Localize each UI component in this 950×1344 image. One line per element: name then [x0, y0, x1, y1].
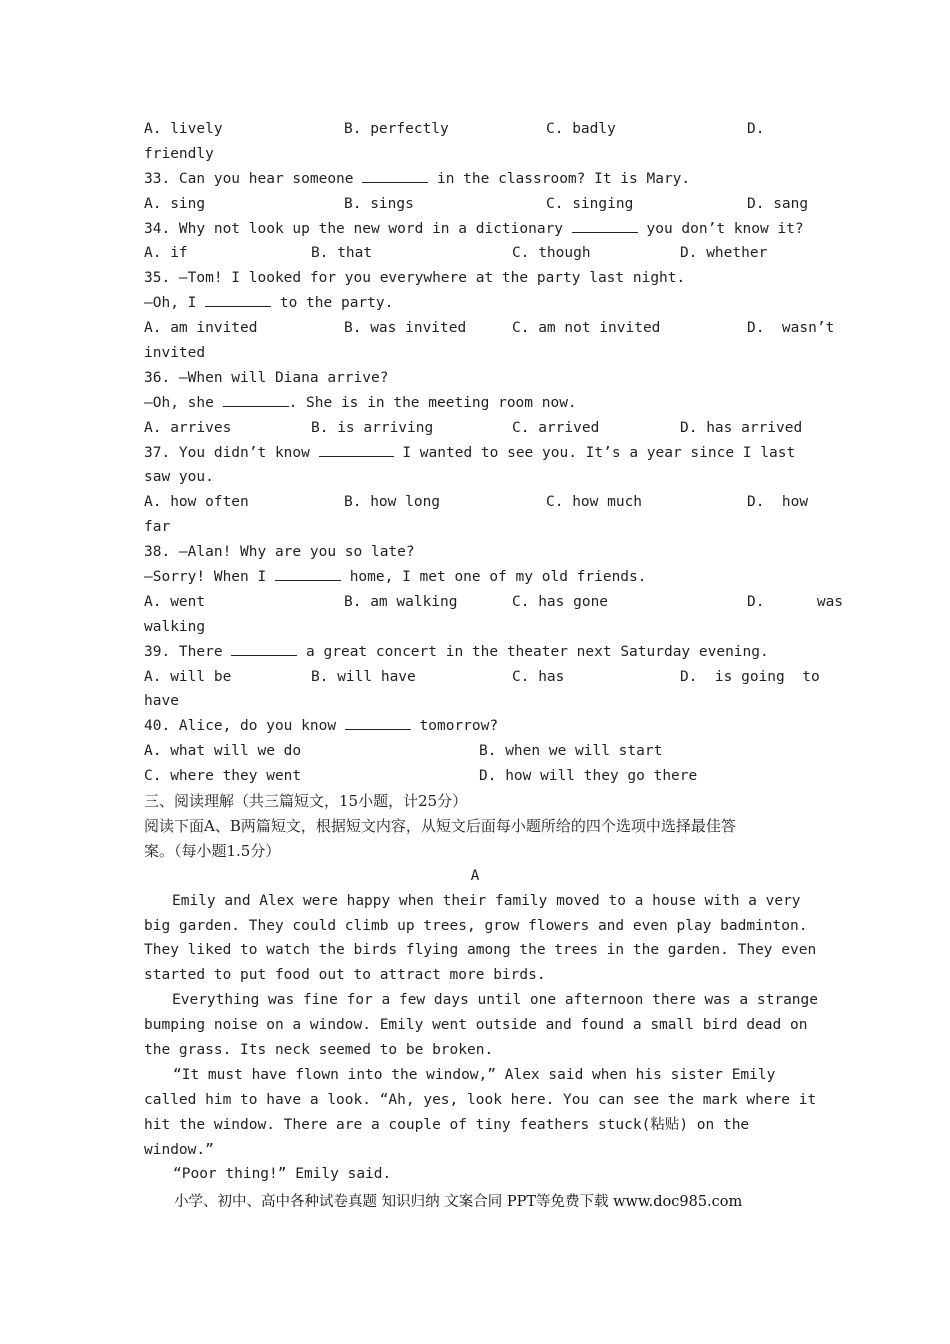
q40-options-row2 [144, 764, 806, 789]
q37-option-a: A. how often [144, 494, 249, 511]
answer-blank [275, 566, 341, 581]
q32-option-c: C. badly [546, 121, 616, 137]
q36-stem: 36. —When will Diana arrive? [144, 369, 389, 386]
q37-option-c: C. how much [546, 494, 643, 511]
q32-option-b: B. perfectly [344, 121, 449, 137]
q39-option-d-continued: have [144, 693, 179, 710]
q34-stem: 34. Why not look up the new word in a dictionary you don’t know it? [144, 217, 806, 242]
q39-options [144, 665, 820, 690]
section-title: 三、阅读理解（共三篇短文，15小题，计25分） [144, 792, 468, 811]
passage-line: They liked to watch the birds flying among the trees in the garden. They even [144, 942, 817, 959]
q38-option-b: B. am walking [344, 593, 458, 610]
q40-option-b: B. when we will start [479, 743, 663, 760]
answer-blank [223, 392, 289, 407]
q39-option-c: C. has [512, 668, 565, 685]
q40-option-c: C. where they went [144, 768, 302, 785]
footer-watermark: 小学、初中、高中各种试卷真题 知识归纳 文案合同 PPT等免费下载 www.doc985.com [174, 1194, 743, 1210]
q39-option-b: B. will have [311, 668, 416, 685]
q40-option-a: A. what will we do [144, 743, 302, 760]
passage-label: A [470, 867, 480, 884]
q38-option-c: C. has gone [512, 593, 609, 610]
passage-line: started to put food out to attract more birds. [144, 967, 546, 984]
q33-stem: 33. Can you hear someone in the classroom? It is Mary. [144, 167, 806, 192]
q34-options [144, 241, 806, 266]
q33-option-b: B. sings [344, 195, 414, 212]
q35-response: —Oh, I to the party. [144, 291, 806, 316]
q32-option-a: A. lively [144, 121, 223, 137]
q39-option-a: A. will be [144, 668, 232, 685]
q35-option-b: B. was invited [344, 320, 467, 337]
q37-option-d-continued: far [144, 519, 171, 536]
q35-stem: 35. —Tom! I looked for you everywhere at the party last night. [144, 270, 686, 287]
q36-options [144, 416, 806, 441]
q37-option-b: B. how long [344, 494, 441, 511]
passage-line: bumping noise on a window. Emily went outside and found a small bird dead on [144, 1017, 808, 1034]
q38-option-d: D. was [747, 593, 844, 610]
q33-option-a: A. sing [144, 195, 206, 212]
q40-stem: 40. Alice, do you know tomorrow? [144, 714, 806, 739]
q38-options [144, 590, 844, 615]
answer-blank [572, 218, 638, 233]
q33-options [144, 192, 809, 217]
answer-blank [231, 641, 297, 656]
section-instructions-line2: 案。（每小题1.5分） [144, 841, 281, 860]
q38-option-a: A. went [144, 593, 206, 610]
exam-content [144, 117, 844, 1187]
passage-line: Everything was fine for a few days until one afternoon there was a strange [172, 992, 819, 1009]
q32-option-d-continued: friendly [144, 145, 214, 162]
q32-option-d: D. [747, 121, 765, 137]
q39-option-d: D. is going to [680, 668, 820, 685]
passage-line: window.” [144, 1141, 214, 1158]
q33-option-c: C. singing [546, 195, 634, 212]
q34-option-a: A. if [144, 245, 188, 262]
q36-option-b: B. is arriving [311, 419, 434, 436]
answer-blank [319, 442, 394, 457]
q40-options-row1 [144, 739, 806, 764]
q36-response: —Oh, she . She is in the meeting room now. [144, 391, 806, 416]
section-instructions-line1: 阅读下面A、B两篇短文，根据短文内容，从短文后面每小题所给的四个选项中选择最佳答 [144, 816, 736, 835]
q32-options [144, 117, 806, 142]
q37-options [144, 490, 809, 515]
q37-stem: 37. You didn’t know I wanted to see you. It’s a year since I last [144, 441, 806, 466]
answer-blank [205, 292, 271, 307]
q38-response: —Sorry! When I home, I met one of my old friends. [144, 565, 806, 590]
q33-option-d: D. sang [747, 195, 809, 212]
q35-option-a: A. am invited [144, 320, 258, 337]
passage-line: “Poor thing!” Emily said. [173, 1166, 392, 1183]
passage-line: hit the window. There are a couple of tiny feathers stuck(粘贴) on the [144, 1116, 750, 1133]
q35-option-d-continued: invited [144, 345, 206, 362]
q38-option-d-continued: walking [144, 618, 206, 635]
q36-option-d: D. has arrived [680, 419, 803, 436]
q38-stem: 38. —Alan! Why are you so late? [144, 544, 415, 561]
passage-line: the grass. Its neck seemed to be broken. [144, 1041, 494, 1058]
passage-line: “It must have flown into the window,” Alex said when his sister Emily [173, 1066, 776, 1083]
q35-option-d: D. wasn’t [747, 320, 835, 337]
q37-option-d: D. how [747, 494, 809, 511]
q34-option-c: C. though [512, 245, 591, 262]
q36-option-c: C. arrived [512, 419, 600, 436]
passage-line: called him to have a look. “Ah, yes, look here. You can see the mark where it [144, 1091, 817, 1108]
q39-stem: 39. There a great concert in the theater next Saturday evening. [144, 640, 806, 665]
q37-stem-continued: saw you. [144, 469, 214, 486]
q34-option-b: B. that [311, 245, 373, 262]
q35-option-c: C. am not invited [512, 320, 661, 337]
q34-option-d: D. whether [680, 245, 768, 262]
q35-options [144, 316, 835, 341]
q40-option-d: D. how will they go there [479, 768, 698, 785]
passage-line: big garden. They could climb up trees, grow flowers and even play badminton. [144, 917, 808, 934]
answer-blank [345, 715, 411, 730]
answer-blank [362, 168, 428, 183]
q36-option-a: A. arrives [144, 419, 232, 436]
passage-line: Emily and Alex were happy when their family moved to a house with a very [172, 892, 801, 909]
